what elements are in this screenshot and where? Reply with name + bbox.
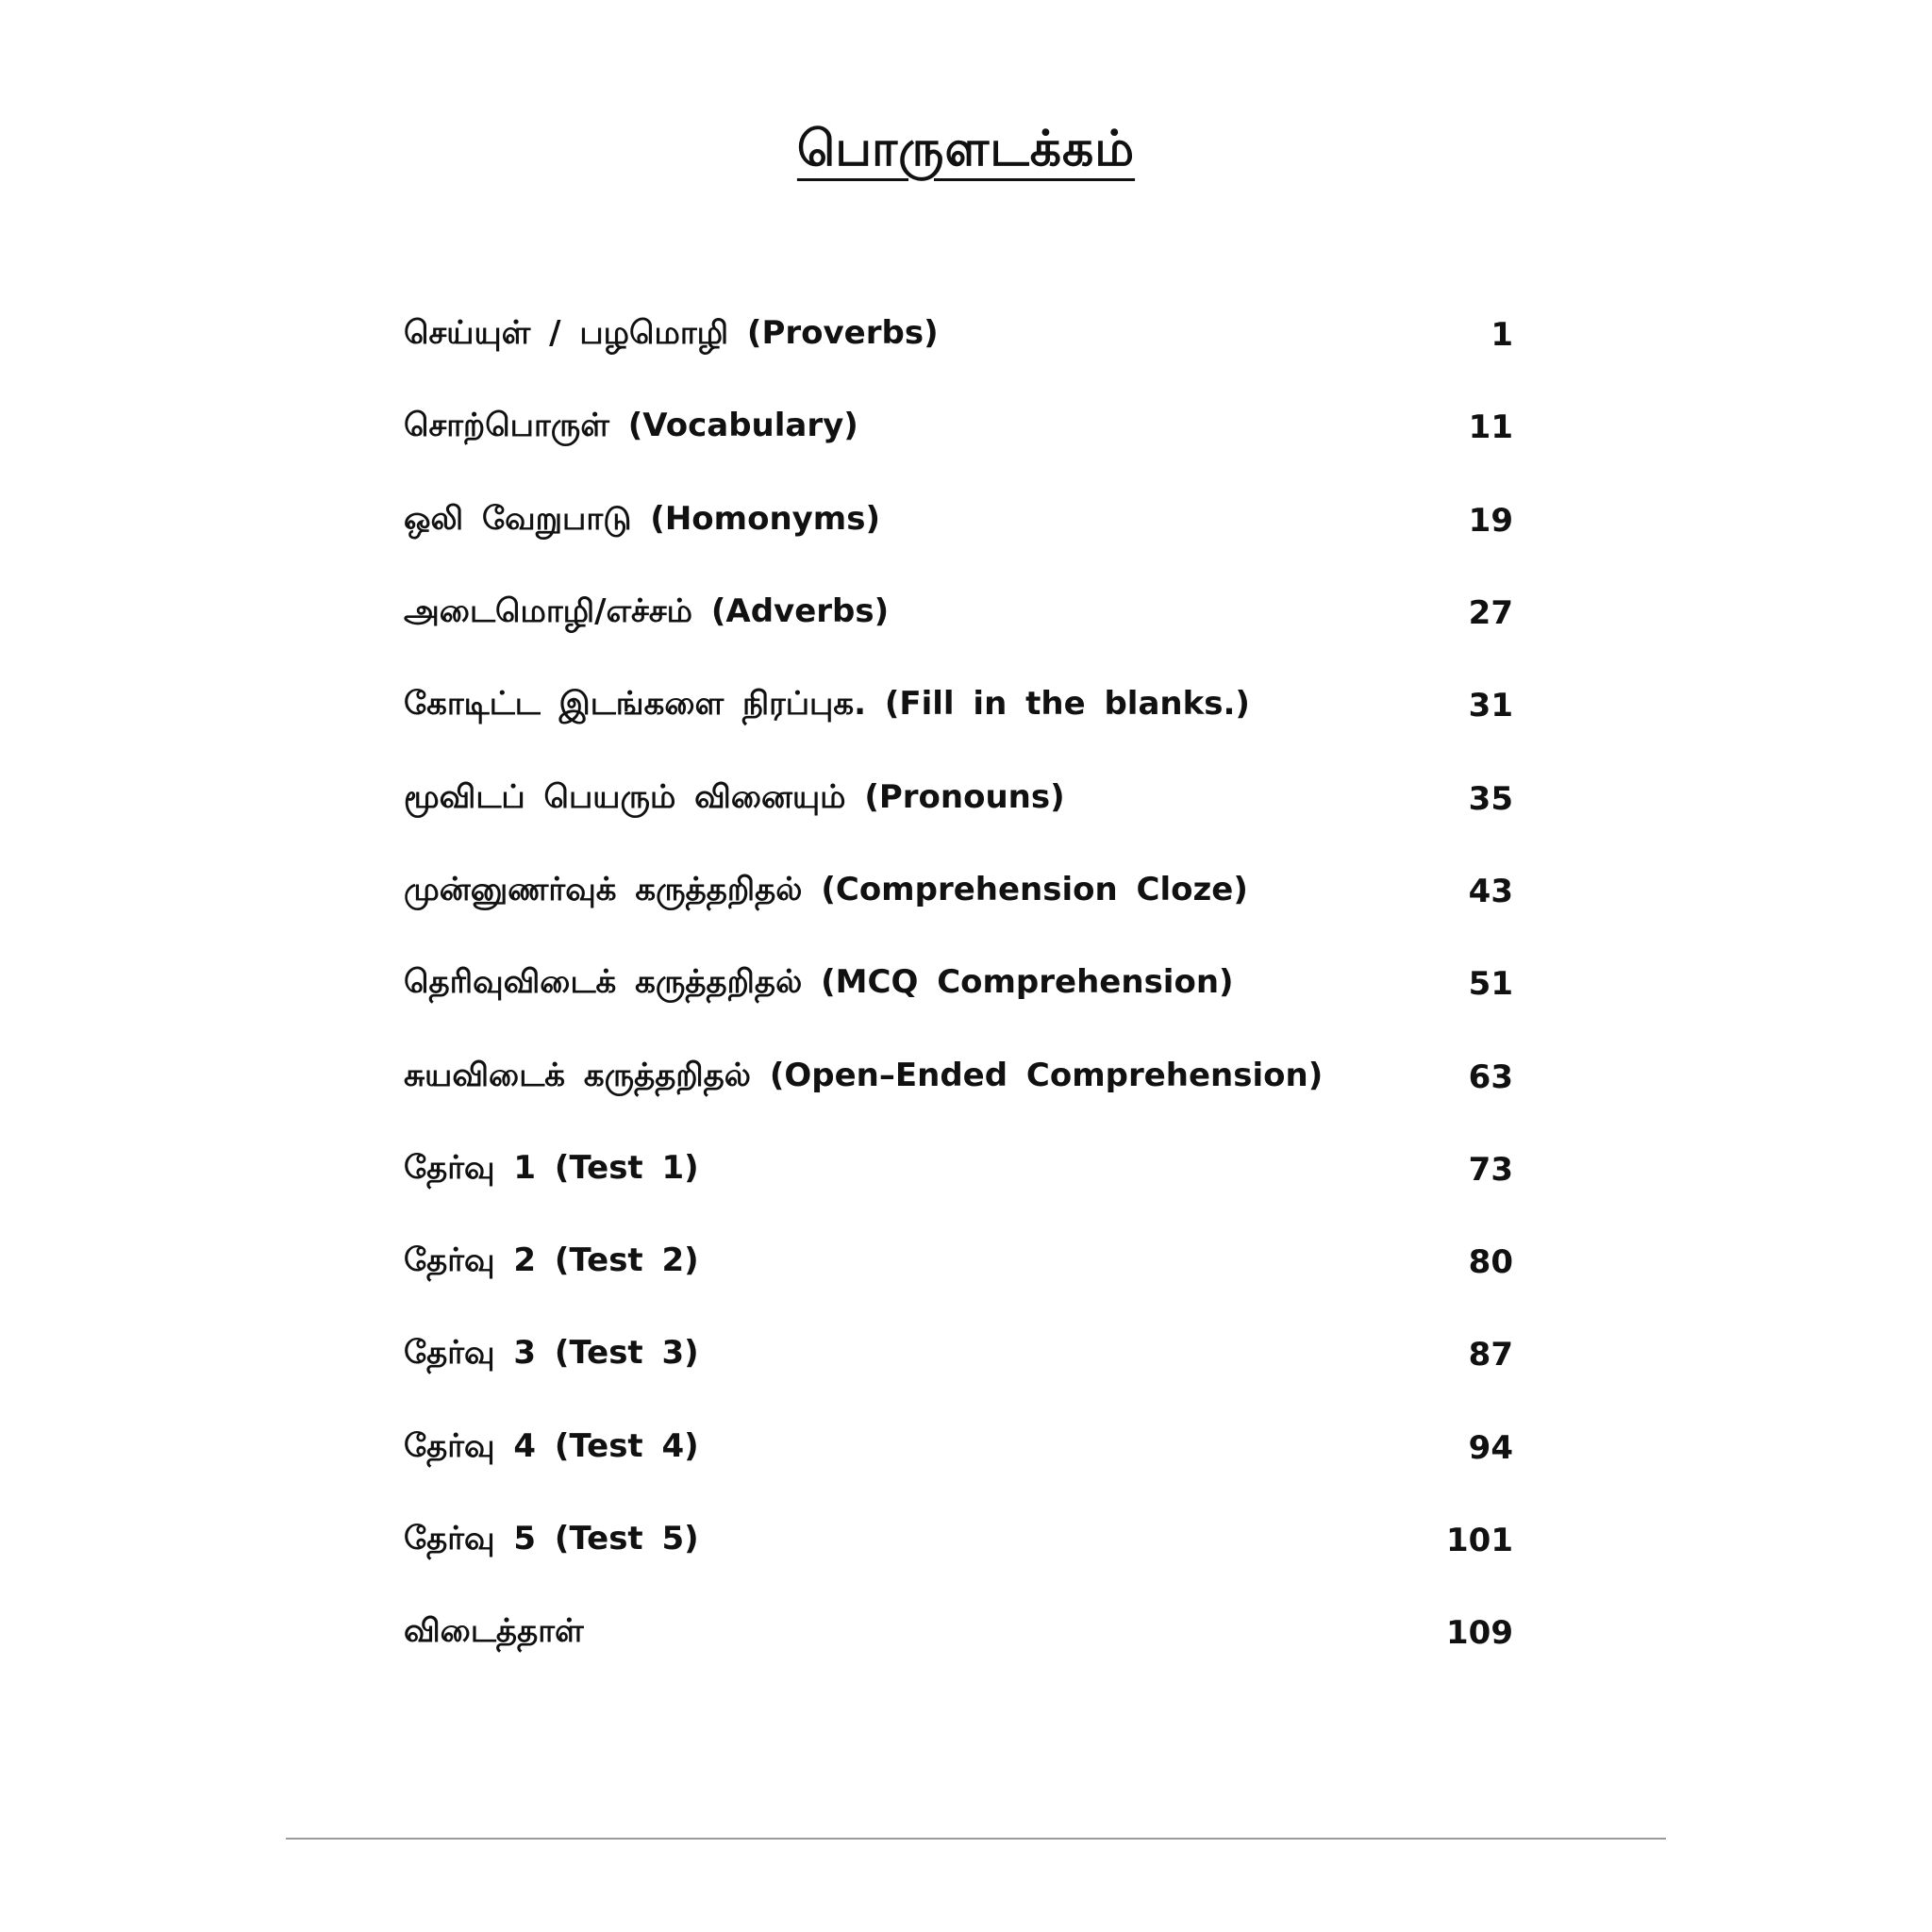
toc-entry-page: 80	[1468, 1243, 1513, 1282]
toc-row[interactable]	[404, 1587, 1513, 1679]
toc-row[interactable]	[404, 289, 1513, 381]
toc-entry-label: மூவிடப் பெயரும் வினையும் (Pronouns)	[404, 777, 1065, 816]
toc-entry-page: 27	[1468, 594, 1513, 633]
toc-entry-page: 101	[1446, 1522, 1513, 1559]
toc-entry-label: முன்னுணர்வுக் கருத்தறிதல் (Comprehension Cloze)	[404, 870, 1248, 908]
toc-entry-label: சுயவிடைக் கருத்தறிதல் (Open–Ended Comprehension)	[404, 1056, 1324, 1094]
toc-row[interactable]	[404, 567, 1513, 659]
toc-entry-page: 11	[1468, 408, 1513, 447]
toc-entry-page: 87	[1468, 1336, 1513, 1374]
toc-entry-label: தேர்வு 3 (Test 3)	[404, 1334, 699, 1373]
toc-row[interactable]	[404, 659, 1513, 752]
toc-entry-page: 35	[1468, 779, 1513, 818]
footer-divider	[286, 1838, 1666, 1840]
toc-entry-page: 109	[1446, 1614, 1513, 1653]
toc-entry-label: தேர்வு 4 (Test 4)	[404, 1426, 699, 1465]
toc-entry-label: சொற்பொருள் (Vocabulary)	[404, 407, 858, 445]
toc-row[interactable]	[404, 381, 1513, 474]
toc-entry-page: 63	[1468, 1058, 1513, 1096]
toc-entry-label: தேர்வு 1 (Test 1)	[404, 1148, 699, 1187]
toc-row[interactable]	[404, 1216, 1513, 1308]
toc-entry-page: 43	[1468, 872, 1513, 910]
page-title: பொருளடக்கம்	[796, 121, 1136, 177]
toc-entry-label: விடைத்தாள்	[404, 1612, 584, 1651]
toc-entry-label: தேர்வு 2 (Test 2)	[404, 1241, 699, 1280]
toc-entry-label: தேர்வு 5 (Test 5)	[404, 1520, 699, 1557]
toc-entry-page: 1	[1491, 316, 1513, 355]
toc-row[interactable]	[404, 845, 1513, 938]
toc-row[interactable]	[404, 752, 1513, 844]
toc-row[interactable]	[404, 475, 1513, 567]
toc-entry-label: கோடிட்ட இடங்களை நிரப்புக. (Fill in the blanks.)	[404, 685, 1250, 724]
toc-entry-page: 94	[1468, 1428, 1513, 1467]
toc-entry-page: 73	[1468, 1150, 1513, 1189]
toc-row[interactable]	[404, 1030, 1513, 1123]
page-title-container	[0, 111, 1932, 187]
toc-entry-page: 31	[1468, 687, 1513, 725]
toc-row[interactable]	[404, 938, 1513, 1030]
toc-entry-label: தெரிவுவிடைக் கருத்தறிதல் (MCQ Comprehension)	[404, 963, 1234, 1002]
toc-entry-label: ஒலி வேறுபாடு (Homonyms)	[404, 499, 881, 538]
toc-entry-label: செய்யுள் / பழமொழி (Proverbs)	[404, 314, 939, 353]
toc-entry-page: 51	[1468, 965, 1513, 1004]
toc-row[interactable]	[404, 1402, 1513, 1494]
table-of-contents	[404, 289, 1513, 1679]
toc-row[interactable]	[404, 1124, 1513, 1216]
toc-entry-label: அடைமொழி/எச்சம் (Adverbs)	[404, 592, 890, 631]
toc-row[interactable]	[404, 1494, 1513, 1587]
toc-row[interactable]	[404, 1308, 1513, 1401]
toc-entry-page: 19	[1468, 501, 1513, 540]
